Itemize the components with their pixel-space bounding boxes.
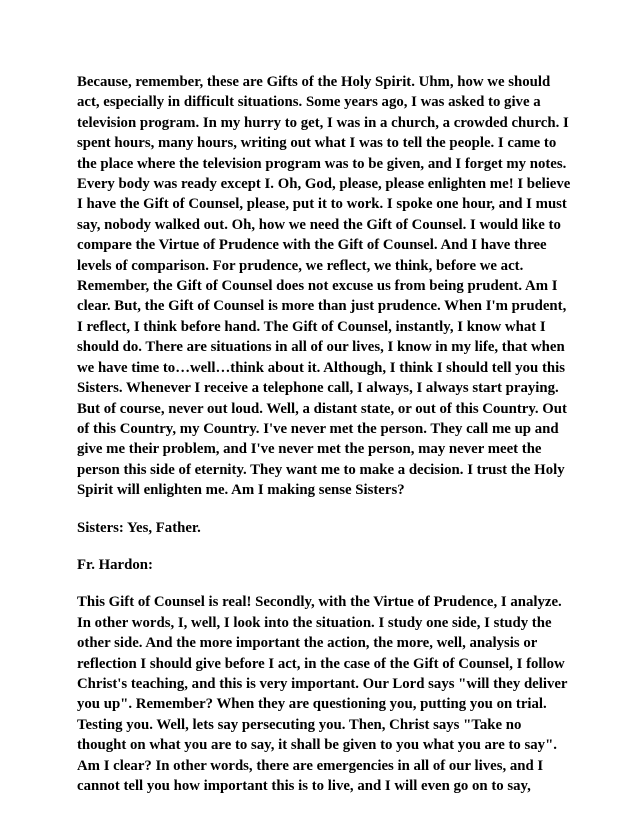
paragraph-gap <box>77 538 577 555</box>
text-line: person this side of eternity. They want me to make a decision. I trust the Holy <box>77 461 565 478</box>
text-line: compare the Virtue of Prudence with the Gift of Counsel. And I have three <box>77 237 547 254</box>
text-line: television program. In my hurry to get, I was in a church, a crowded church. I <box>77 114 569 131</box>
text-line: levels of comparison. For prudence, we reflect, we think, before we act. <box>77 257 524 274</box>
paragraph-counsel-story <box>77 72 577 501</box>
text-line: Spirit will enlighten me. Am I making sense Sisters? <box>77 482 405 499</box>
text-line: Every body was ready except I. Oh, God, please, please enlighten me! I believe <box>77 176 571 193</box>
text-line: act, especially in difficult situations. Some years ago, I was asked to give a <box>77 94 541 111</box>
paragraph-speaker-label <box>77 555 577 575</box>
text-line: say, nobody walked out. Oh, how we need the Gift of Counsel. I would like to <box>77 216 561 233</box>
paragraph-sisters-reply <box>77 518 577 538</box>
text-line: Testing you. Well, lets say persecuting you. Then, Christ says "Take no <box>77 716 522 733</box>
text-line: reflection I should give before I act, in the case of the Gift of Counsel, I follow <box>77 655 565 672</box>
text-line: we have time to…well…think about it. Although, I think I should tell you this <box>77 359 565 376</box>
text-line: give me their problem, and I've never met the person, may never meet the <box>77 441 542 458</box>
text-line: you up". Remember? When they are questioning you, putting you on trial. <box>77 696 547 713</box>
text-line: This Gift of Counsel is real! Secondly, with the Virtue of Prudence, I analyze. <box>77 594 562 611</box>
text-line: should do. There are situations in all of our lives, I know in my life, that when <box>77 339 565 356</box>
text-line: Remember, the Gift of Counsel does not excuse us from being prudent. Am I <box>77 278 558 295</box>
text-line: I reflect, I think before hand. The Gift of Counsel, instantly, I know what I <box>77 318 546 335</box>
text-line: In other words, I, well, I look into the situation. I study one side, I study the <box>77 614 552 631</box>
text-line: thought on what you are to say, it shall be given to you what you are to say". <box>77 737 557 754</box>
text-line: Sisters. Whenever I receive a telephone call, I always, I always start praying. <box>77 380 559 397</box>
text-line: spent hours, many hours, writing out what I was to tell the people. I came to <box>77 135 557 152</box>
text-line: I have the Gift of Counsel, please, put it to work. I spoke one hour, and I must <box>77 196 567 213</box>
text-line: Am I clear? In other words, there are emergencies in all of our lives, and I <box>77 757 544 774</box>
text-line: other side. And the more important the action, the more, well, analysis or <box>77 635 538 652</box>
paragraph-gap <box>77 501 577 518</box>
text-line: of this Country, my Country. I've never met the person. They call me up and <box>77 420 559 437</box>
speaker-label: Fr. Hardon: <box>77 556 153 573</box>
document-body <box>77 72 577 796</box>
text-line: the place where the television program was to be given, and I forget my notes. <box>77 155 567 172</box>
text-line: But of course, never out loud. Well, a distant state, or out of this Country. Out <box>77 400 567 417</box>
text-line: Sisters: Yes, Father. <box>77 519 201 536</box>
paragraph-gap <box>77 575 577 592</box>
paragraph-counsel-real <box>77 592 577 796</box>
text-line: clear. But, the Gift of Counsel is more than just prudence. When I'm prudent, <box>77 298 567 315</box>
text-line: Christ's teaching, and this is very important. Our Lord says "will they deliver <box>77 675 568 692</box>
text-line: Because, remember, these are Gifts of the Holy Spirit. Uhm, how we should <box>77 74 551 90</box>
text-line: cannot tell you how important this is to live, and I will even go on to say, <box>77 778 531 794</box>
